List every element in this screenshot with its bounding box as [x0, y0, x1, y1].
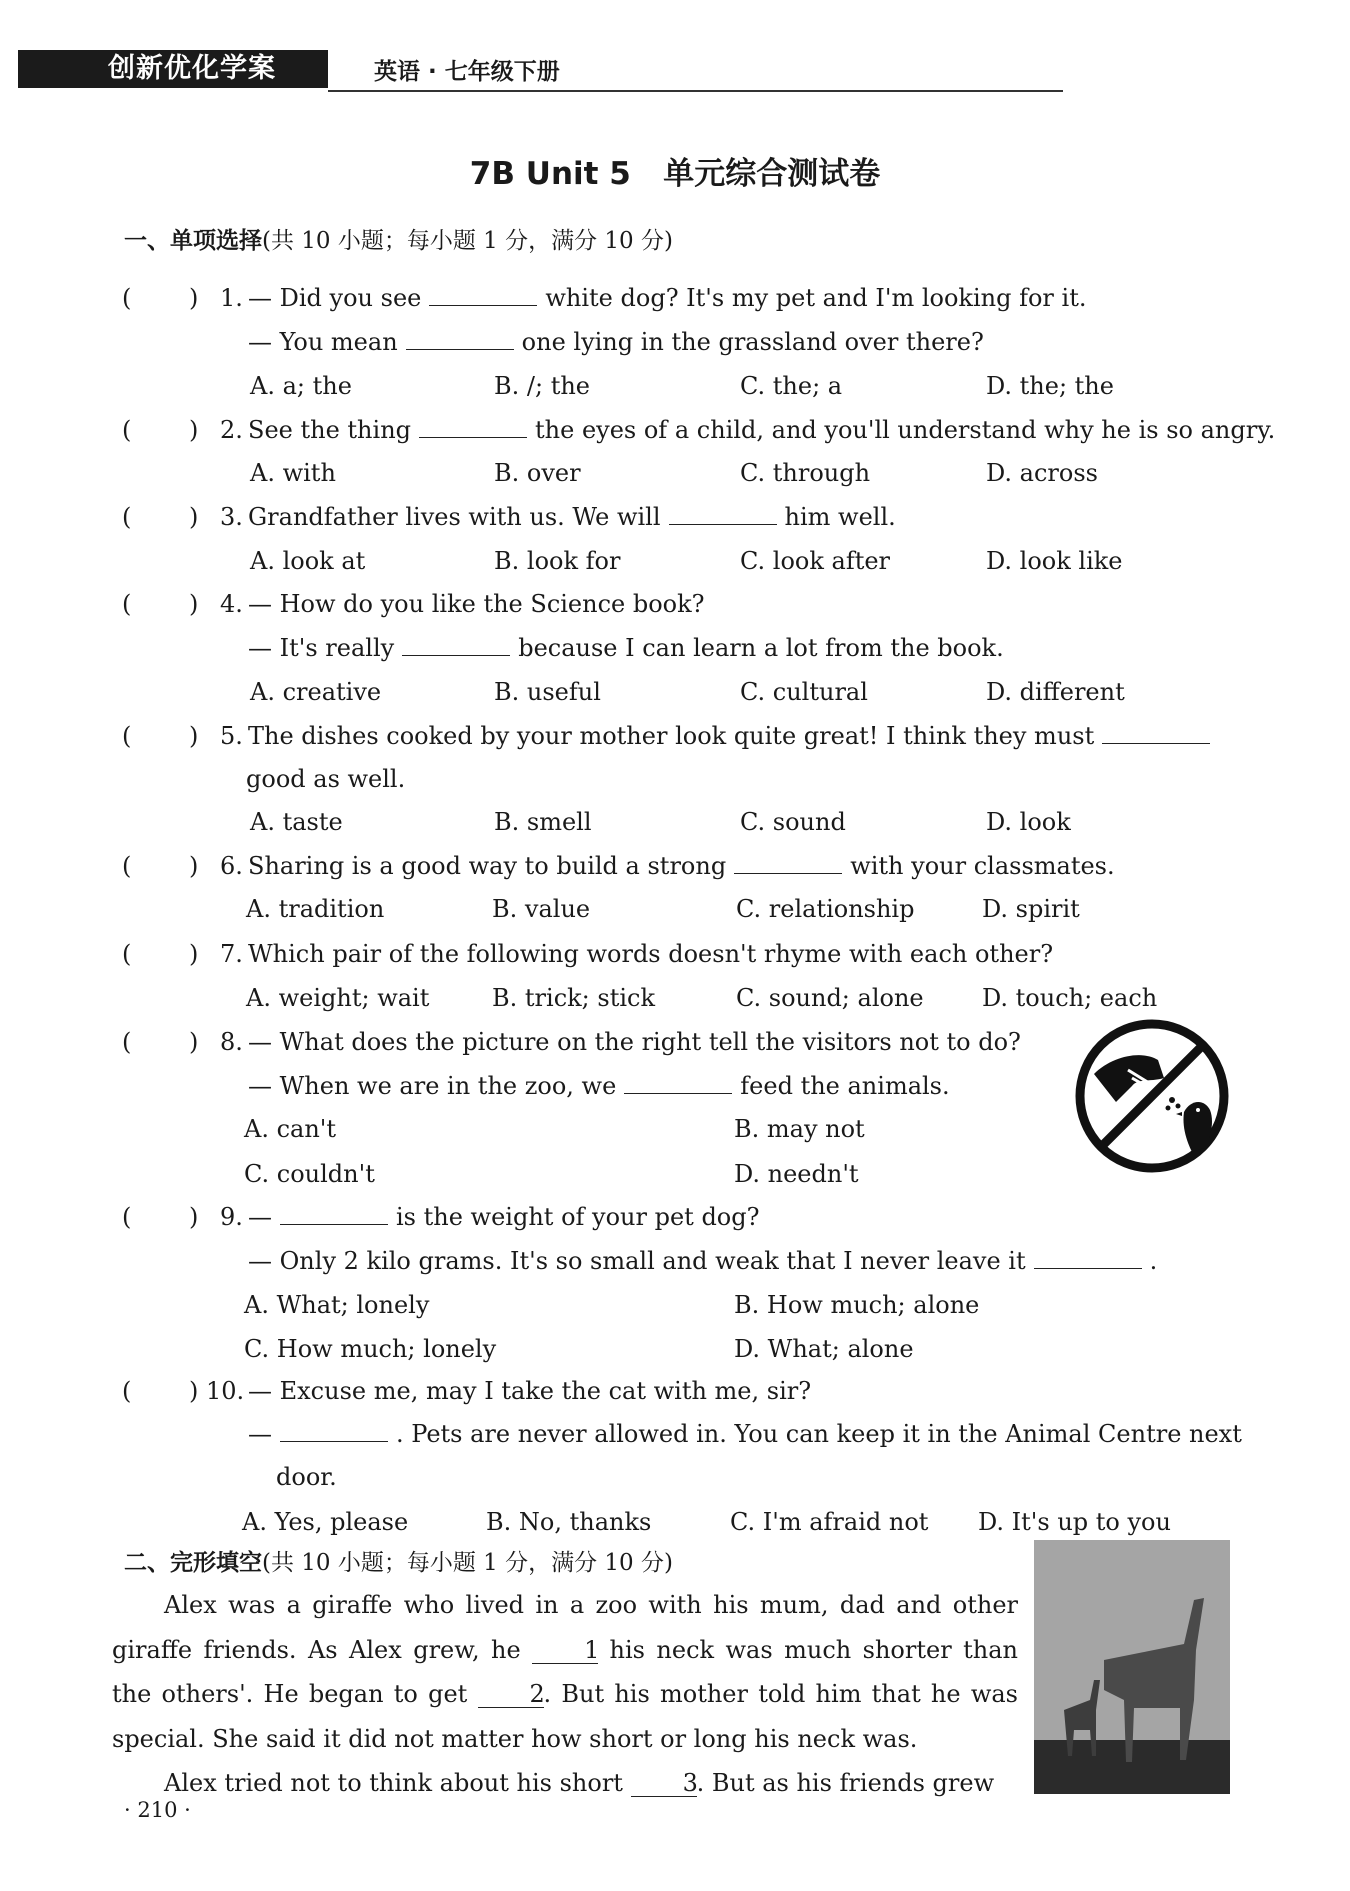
answer-bracket[interactable]: (: [122, 590, 132, 618]
no-feeding-sign-icon: [1072, 1016, 1232, 1176]
question-text: See the thing: [248, 416, 412, 444]
answer-bracket[interactable]: (: [122, 722, 132, 750]
answer-bracket-close: ): [189, 722, 199, 750]
option-b[interactable]: B. No, thanks: [486, 1508, 652, 1536]
subject-label: 英语 · 七年级下册: [374, 59, 560, 85]
question-text: one lying in the grassland over there?: [521, 328, 984, 356]
cloze-text: . But as his friends grew: [696, 1769, 995, 1798]
cloze-blank-1: 1: [532, 1637, 598, 1664]
option-b[interactable]: B. value: [492, 895, 591, 923]
option-d[interactable]: D. spirit: [982, 895, 1080, 923]
page-number: · 210 ·: [124, 1798, 191, 1822]
question-text: with your classmates.: [850, 852, 1115, 880]
answer-bracket-close: ): [189, 284, 199, 312]
answer-bracket-close: ): [189, 590, 199, 618]
option-b[interactable]: B. useful: [494, 678, 601, 706]
option-d[interactable]: D. What; alone: [734, 1335, 914, 1363]
answer-bracket[interactable]: (: [122, 1028, 132, 1056]
question-text: — Excuse me, may I take the cat with me, sir?: [248, 1377, 812, 1405]
cloze-text: . But his mother told him that he was special. She said it did not matter how short or long his neck was.: [112, 1680, 1018, 1753]
option-a[interactable]: A. creative: [250, 678, 382, 706]
option-b[interactable]: B. over: [494, 459, 581, 487]
answer-bracket[interactable]: (: [122, 1377, 132, 1405]
question-text: — It's really: [248, 634, 395, 662]
question-text: the eyes of a child, and you'll understand why he is so angry.: [535, 416, 1276, 444]
question-text: Which pair of the following words doesn't rhyme with each other?: [248, 940, 1054, 968]
cloze-paragraph-2: [112, 1761, 1018, 1806]
question-line: [248, 1028, 1021, 1056]
question-text: Sharing is a good way to build a strong: [248, 852, 727, 880]
option-d[interactable]: D. across: [986, 459, 1098, 487]
option-c[interactable]: C. cultural: [740, 678, 868, 706]
question-number: 4.: [220, 590, 243, 618]
answer-blank[interactable]: [402, 635, 510, 656]
option-b[interactable]: B. trick; stick: [492, 984, 656, 1012]
question-line: [246, 765, 405, 793]
answer-bracket-close: ): [189, 1377, 199, 1405]
option-d[interactable]: D. the; the: [986, 372, 1114, 400]
question-number: 3.: [220, 503, 243, 531]
answer-blank[interactable]: [1034, 1248, 1142, 1269]
option-a[interactable]: A. look at: [250, 547, 366, 575]
question-text: is the weight of your pet dog?: [396, 1203, 760, 1231]
answer-blank[interactable]: [419, 417, 527, 438]
question-line: [248, 722, 1218, 750]
question-number: 9.: [220, 1203, 243, 1231]
question-number: 10.: [206, 1377, 245, 1405]
cloze-paragraph-1: [112, 1583, 1018, 1761]
brand-label: 创新优化学案: [18, 50, 328, 88]
giraffe-photo: [1034, 1540, 1230, 1794]
question-line: [248, 1420, 1242, 1448]
answer-blank[interactable]: [624, 1073, 732, 1094]
header-rule: [328, 90, 1063, 92]
cloze-blank-3: 3: [631, 1770, 697, 1797]
question-text: — How do you like the Science book?: [248, 590, 705, 618]
question-text: door.: [276, 1463, 337, 1491]
question-text: .: [1149, 1247, 1158, 1275]
question-text: — Only 2 kilo grams. It's so small and weak that I never leave it: [248, 1247, 1026, 1275]
question-number: 2.: [220, 416, 243, 444]
answer-bracket-close: ): [189, 1203, 199, 1231]
option-a[interactable]: A. Yes, please: [242, 1508, 409, 1536]
question-number: 6.: [220, 852, 243, 880]
option-a[interactable]: A. weight; wait: [246, 984, 430, 1012]
option-b[interactable]: B. may not: [734, 1115, 865, 1143]
option-a[interactable]: A. a; the: [250, 372, 352, 400]
answer-bracket[interactable]: (: [122, 852, 132, 880]
question-text: Grandfather lives with us. We will: [248, 503, 661, 531]
option-d[interactable]: D. different: [986, 678, 1125, 706]
question-number: 8.: [220, 1028, 243, 1056]
question-line: [276, 1463, 337, 1491]
question-line: [248, 1072, 950, 1100]
cloze-blank-2: 2: [478, 1681, 544, 1708]
section-2-heading: [124, 1544, 673, 1577]
option-c[interactable]: C. How much; lonely: [244, 1335, 497, 1363]
option-d[interactable]: D. look: [986, 808, 1071, 836]
cloze-text: Alex tried not to think about his short: [164, 1769, 623, 1798]
option-c[interactable]: C. relationship: [736, 895, 915, 923]
answer-blank[interactable]: [1102, 723, 1210, 744]
option-a[interactable]: A. tradition: [246, 895, 385, 923]
option-a[interactable]: A. with: [250, 459, 336, 487]
question-text: — You mean: [248, 328, 398, 356]
answer-bracket[interactable]: (: [122, 416, 132, 444]
answer-bracket[interactable]: (: [122, 1203, 132, 1231]
question-text: — What does the picture on the right tell the visitors not to do?: [248, 1028, 1021, 1056]
option-d[interactable]: D. touch; each: [982, 984, 1158, 1012]
option-c[interactable]: C. sound; alone: [736, 984, 924, 1012]
answer-bracket-close: ): [189, 940, 199, 968]
question-line: [248, 1203, 759, 1231]
option-c[interactable]: C. through: [740, 459, 871, 487]
answer-bracket-close: ): [189, 503, 199, 531]
question-text: feed the animals.: [740, 1072, 950, 1100]
question-text: The dishes cooked by your mother look quite great! I think they must: [248, 722, 1095, 750]
question-number: 7.: [220, 940, 243, 968]
question-text: him well.: [784, 503, 896, 531]
answer-bracket[interactable]: (: [122, 503, 132, 531]
section-2-label: 二、完形填空: [124, 1550, 262, 1576]
answer-bracket-close: ): [189, 852, 199, 880]
option-b[interactable]: B. How much; alone: [734, 1291, 980, 1319]
question-text: — Did you see: [248, 284, 422, 312]
cloze-text: Alex was a giraffe who lived in a zoo with his mum, dad and other giraffe friends. As Alex grew, he: [112, 1591, 1018, 1664]
answer-bracket-close: ): [189, 1028, 199, 1056]
option-c[interactable]: C. look after: [740, 547, 891, 575]
answer-blank[interactable]: [669, 504, 777, 525]
answer-bracket[interactable]: (: [122, 284, 132, 312]
option-c[interactable]: C. the; a: [740, 372, 843, 400]
question-line: [248, 1247, 1157, 1275]
option-a[interactable]: A. What; lonely: [244, 1291, 430, 1319]
page-header: [18, 50, 1048, 92]
question-line: [248, 284, 1086, 312]
page-title: 7B Unit 5 单元综合测试卷: [469, 156, 881, 192]
question-line: [248, 940, 1053, 968]
answer-blank[interactable]: [429, 285, 537, 306]
question-line: [248, 1377, 811, 1405]
section-1-heading: [124, 222, 673, 255]
option-a[interactable]: A. can't: [244, 1115, 337, 1143]
question-text: white dog? It's my pet and I'm looking for it.: [545, 284, 1087, 312]
option-a[interactable]: A. taste: [250, 808, 343, 836]
answer-blank[interactable]: [280, 1204, 388, 1225]
question-text: good as well.: [246, 765, 406, 793]
question-line: [248, 852, 1115, 880]
option-b[interactable]: B. look for: [494, 547, 621, 575]
section-2-note: (共 10 小题；每小题 1 分，满分 10 分): [262, 1550, 673, 1576]
option-c[interactable]: C. sound: [740, 808, 846, 836]
question-number: 5.: [220, 722, 243, 750]
section-1-note: (共 10 小题；每小题 1 分，满分 10 分): [262, 228, 673, 254]
option-d[interactable]: D. needn't: [734, 1160, 859, 1188]
option-c[interactable]: C. couldn't: [244, 1160, 375, 1188]
question-text: because I can learn a lot from the book.: [518, 634, 1004, 662]
option-d[interactable]: D. look like: [986, 547, 1123, 575]
question-text: — When we are in the zoo, we: [248, 1072, 617, 1100]
question-text: . Pets are never allowed in. You can keep it in the Animal Centre next: [396, 1420, 1242, 1448]
question-line: [248, 416, 1275, 444]
question-text: —: [248, 1203, 272, 1231]
option-d[interactable]: D. It's up to you: [978, 1508, 1171, 1536]
question-text: —: [248, 1420, 272, 1448]
question-line: [248, 328, 984, 356]
option-b[interactable]: B. smell: [494, 808, 592, 836]
answer-blank[interactable]: [406, 329, 514, 350]
option-b[interactable]: B. /; the: [494, 372, 590, 400]
answer-bracket-close: ): [189, 416, 199, 444]
question-line: [248, 634, 1004, 662]
answer-bracket[interactable]: (: [122, 940, 132, 968]
answer-blank[interactable]: [734, 853, 842, 874]
question-number: 1.: [220, 284, 243, 312]
question-line: [248, 590, 705, 618]
answer-blank[interactable]: [280, 1421, 388, 1442]
cloze-passage: [112, 1583, 1018, 1806]
section-1-label: 一、单项选择: [124, 228, 262, 254]
option-c[interactable]: C. I'm afraid not: [730, 1508, 929, 1536]
cloze-text: his neck was much shorter than the others'. He began to get: [112, 1635, 1018, 1709]
question-line: [248, 503, 896, 531]
